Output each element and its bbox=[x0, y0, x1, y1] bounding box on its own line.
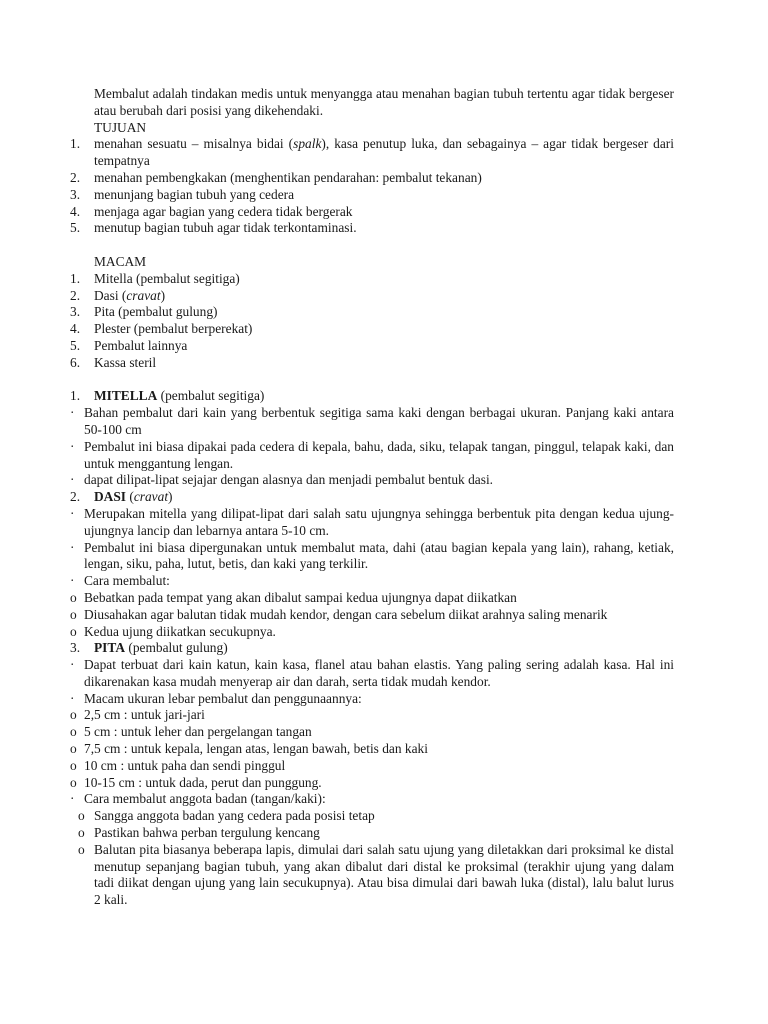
list-item: 2. menahan pembengkakan (menghentikan pendarahan: pembalut tekanan) bbox=[70, 169, 482, 185]
spacer bbox=[70, 237, 674, 254]
list-number: 2. bbox=[70, 169, 81, 185]
step-item: o Balutan pita biasanya beberapa lapis, dimulai dari salah satu ujung yang diletakkan dari proksimal ke distal menutup sepanjang bagian tubuh, yang akan dibalut dari distal ke proksimal (terakhir ujung yang dalam tadi diikat dengan ujung yang lain secukupnya). Atau bisa dimulai dari bawah luka (distal), lalu balut lurus 2 kali. bbox=[78, 841, 674, 908]
list-number: 3. bbox=[70, 304, 81, 320]
list-item: 3. menunjang bagian tubuh yang cedera bbox=[70, 186, 295, 202]
bullet-item: · Merupakan mitella yang dilipat-lipat dari salah satu ujungnya sehingga berbentuk pita dengan kedua ujung-ujungnya lancip dan lebarnya antara 5-10 cm. bbox=[70, 505, 674, 538]
step-item: o Sangga anggota badan yang cedera pada posisi tetap bbox=[78, 808, 375, 824]
bullet-item: · Bahan pembalut dari kain yang berbentuk segitiga sama kaki dengan berbagai ukuran. Panjang kaki antara 50-100 cm bbox=[70, 405, 674, 437]
bullet-item: · Macam ukuran lebar pembalut dan penggunaannya: bbox=[70, 690, 362, 706]
list-item: 1. menahan sesuatu – misalnya bidai (spalk), kasa penutup luka, dan sebagainya – agar tidak bergeser dari tempatnya bbox=[70, 136, 674, 169]
step-item: o Bebatkan pada tempat yang akan dibalut sampai kedua ujungnya dapat diikatkan bbox=[70, 589, 517, 605]
step-item: o Diusahakan agar balutan tidak mudah kendor, dengan cara sebelum diikat arahnya saling menarik bbox=[70, 606, 608, 622]
tujuan-list bbox=[70, 136, 674, 237]
bullet-item: · dapat dilipat-lipat sejajar dengan alasnya dan menjadi pembalut bentuk dasi. bbox=[70, 472, 494, 488]
bullet-item: · Cara membalut: bbox=[70, 573, 170, 589]
bullet-item: · Dapat terbuat dari kain katun, kain kasa, flanel atau bahan elastis. Yang paling sering adalah kasa. Hal ini dikarenakan kasa mudah menyerap air dan darah, serta tidak mudah kendor. bbox=[70, 657, 674, 689]
macam-heading: MACAM bbox=[94, 253, 147, 269]
size-item: o 2,5 cm : untuk jari-jari bbox=[70, 707, 205, 723]
size-item: o 5 cm : untuk leher dan pergelangan tangan bbox=[70, 724, 312, 740]
macam-list bbox=[70, 271, 674, 372]
size-item: o 10-15 cm : untuk dada, perut dan punggung. bbox=[70, 774, 322, 790]
intro-paragraph: Membalut adalah tindakan medis untuk menyangga atau menahan bagian tubuh tertentu agar tidak bergeser atau berubah dari posisi yang dikehendaki. bbox=[94, 86, 674, 118]
list-item: 5. Pembalut lainnya bbox=[70, 337, 188, 353]
bullet-item: · Pembalut ini biasa dipergunakan untuk membalut mata, dahi (atau bagian kepala yang lain), rahang, ketiak, lengan, siku, paha, lutut, betis, dan kaki yang terkilir. bbox=[70, 539, 674, 572]
bullet-item: · Pembalut ini biasa dipakai pada cedera di kepala, bahu, dada, siku, telapak tangan, pinggul, telapak kaki, dan untuk menggantung lengan. bbox=[70, 438, 674, 471]
list-number: 4. bbox=[70, 321, 81, 337]
list-number: 1. bbox=[70, 136, 81, 152]
section-title-pita: 3. PITA (pembalut gulung) bbox=[70, 640, 228, 656]
list-item: 2. Dasi (cravat) bbox=[70, 287, 166, 303]
list-item: 6. Kassa steril bbox=[70, 354, 157, 370]
list-number: 3. bbox=[70, 186, 81, 202]
bullet-item: · Cara membalut anggota badan (tangan/kaki): bbox=[70, 791, 326, 807]
list-item: 5. menutup bagian tubuh agar tidak terkontaminasi. bbox=[70, 220, 357, 236]
list-number: 1. bbox=[70, 270, 81, 286]
size-item: o 7,5 cm : untuk kepala, lengan atas, lengan bawah, betis dan kaki bbox=[70, 741, 428, 757]
list-item: 4. Plester (pembalut berperekat) bbox=[70, 321, 253, 337]
list-item: 4. menjaga agar bagian yang cedera tidak bergerak bbox=[70, 203, 353, 219]
section-title-mitella: 1. MITELLA (pembalut segitiga) bbox=[70, 388, 265, 404]
list-number: 4. bbox=[70, 203, 81, 219]
tujuan-heading: TUJUAN bbox=[94, 119, 147, 135]
list-item: 1. Mitella (pembalut segitiga) bbox=[70, 270, 240, 286]
list-number: 2. bbox=[70, 287, 81, 303]
list-number: 5. bbox=[70, 337, 81, 353]
size-item: o 10 cm : untuk paha dan sendi pinggul bbox=[70, 757, 286, 773]
list-number: 5. bbox=[70, 220, 81, 236]
spacer bbox=[70, 372, 674, 389]
list-number: 6. bbox=[70, 354, 81, 370]
step-item: o Pastikan bahwa perban tergulung kencang bbox=[78, 825, 320, 841]
list-item: 3. Pita (pembalut gulung) bbox=[70, 304, 218, 320]
section-title-dasi: 2. DASI (cravat) bbox=[70, 489, 173, 505]
step-item: o Kedua ujung diikatkan secukupnya. bbox=[70, 623, 276, 639]
